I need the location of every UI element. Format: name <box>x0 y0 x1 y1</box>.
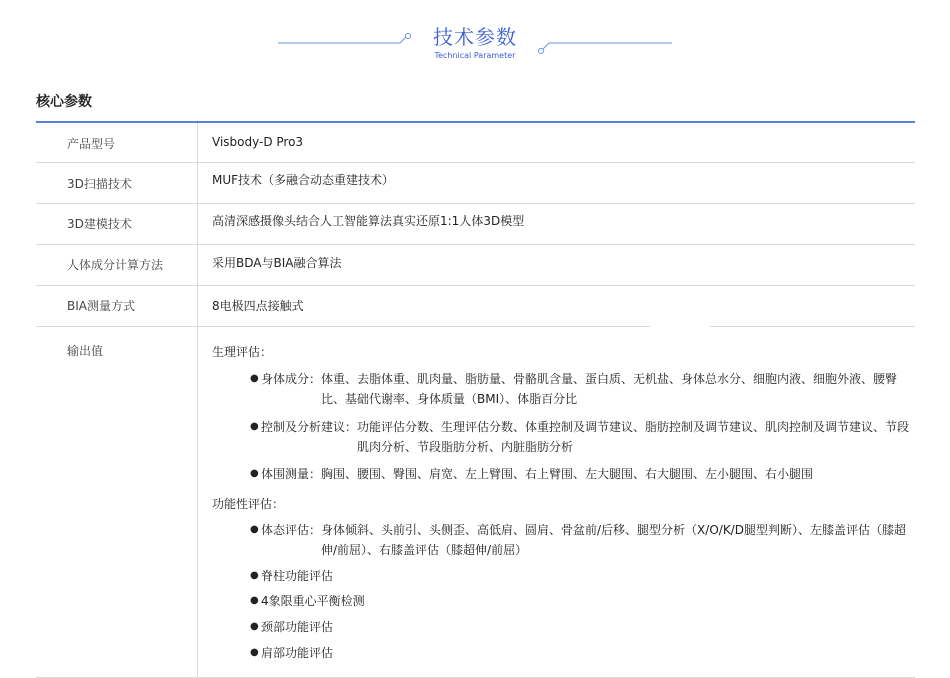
item-value: 体重、去脂体重、肌肉量、脂肪量、骨骼肌含量、蛋白质、无机盐、身体总水分、细胞内液、细胞外液、腰臀比、基础代谢率、身体质量（BMI）、体脂百分比 <box>321 372 898 406</box>
func-heading: 功能性评估： <box>212 497 285 511</box>
list-item <box>250 643 910 663</box>
bullet-icon: ● <box>250 647 259 658</box>
row-divider <box>710 326 915 327</box>
output-label: 输出值 <box>67 344 104 358</box>
bullet-icon: ● <box>250 621 259 632</box>
bullet-icon: ● <box>250 421 259 432</box>
physio-heading: 生理评估： <box>212 345 273 359</box>
list-item <box>250 617 910 637</box>
param-label: 产品型号 <box>67 137 116 151</box>
row-divider <box>36 244 915 245</box>
param-label: 3D建模技术 <box>67 217 132 231</box>
page-header <box>0 0 950 70</box>
item-key: 体围测量： <box>261 467 322 481</box>
list-item <box>250 591 910 611</box>
item-value: 功能评估分数、生理评估分数、体重控制及调节建议、脂肪控制及调节建议、肌肉控制及调节建议、节段肌肉分析、节段脂肪分析、内脏脂肪分析 <box>357 420 910 454</box>
bullet-icon: ● <box>250 570 259 581</box>
section-divider <box>36 121 915 123</box>
param-label: 人体成分计算方法 <box>67 258 164 272</box>
section-title: 核心参数 <box>36 94 92 110</box>
row-divider <box>36 326 650 327</box>
param-label: BIA测量方式 <box>67 299 135 313</box>
list-item <box>250 417 910 457</box>
param-label: 3D扫描技术 <box>67 177 132 191</box>
item-key: 肩部功能评估 <box>261 646 334 660</box>
item-key: 控制及分析建议： <box>261 420 358 434</box>
page-title: 技术参数 <box>433 25 517 49</box>
item-key: 脊柱功能评估 <box>261 569 334 583</box>
item-value: 身体倾斜、头前引、头侧歪、高低肩、圆肩、骨盆前/后移、腿型分析（X/O/K/D腿型判断）、左膝盖评估（膝超伸/前屈）、右膝盖评估（膝超伸/前屈） <box>321 523 906 557</box>
list-item <box>250 520 910 560</box>
param-value: 采用BDA与BIA融合算法 <box>212 256 342 270</box>
list-item <box>250 369 910 409</box>
page-subtitle: Technical Parameter <box>434 51 516 60</box>
row-divider <box>36 203 915 204</box>
list-item <box>250 464 910 484</box>
item-key: 4象限重心平衡检测 <box>261 594 365 608</box>
param-value: Visbody-D Pro3 <box>212 135 304 149</box>
item-key: 体态评估： <box>261 523 322 537</box>
table-column-divider <box>197 123 198 677</box>
bullet-icon: ● <box>250 468 259 479</box>
bullet-icon: ● <box>250 524 259 535</box>
bullet-icon: ● <box>250 373 259 384</box>
bullet-icon: ● <box>250 595 259 606</box>
row-divider <box>36 162 915 163</box>
param-value: MUF技术（多融合动态重建技术） <box>212 173 395 187</box>
list-item <box>250 566 910 586</box>
row-divider <box>36 285 915 286</box>
param-value: 8电极四点接触式 <box>212 299 304 313</box>
item-key: 身体成分： <box>261 372 322 386</box>
param-value: 高清深感摄像头结合人工智能算法真实还原1:1人体3D模型 <box>212 214 525 228</box>
item-key: 颈部功能评估 <box>261 620 334 634</box>
item-value: 胸围、腰围、臀围、肩宽、左上臂围、右上臂围、左大腿围、右大腿围、左小腿围、右小腿围 <box>321 467 814 481</box>
